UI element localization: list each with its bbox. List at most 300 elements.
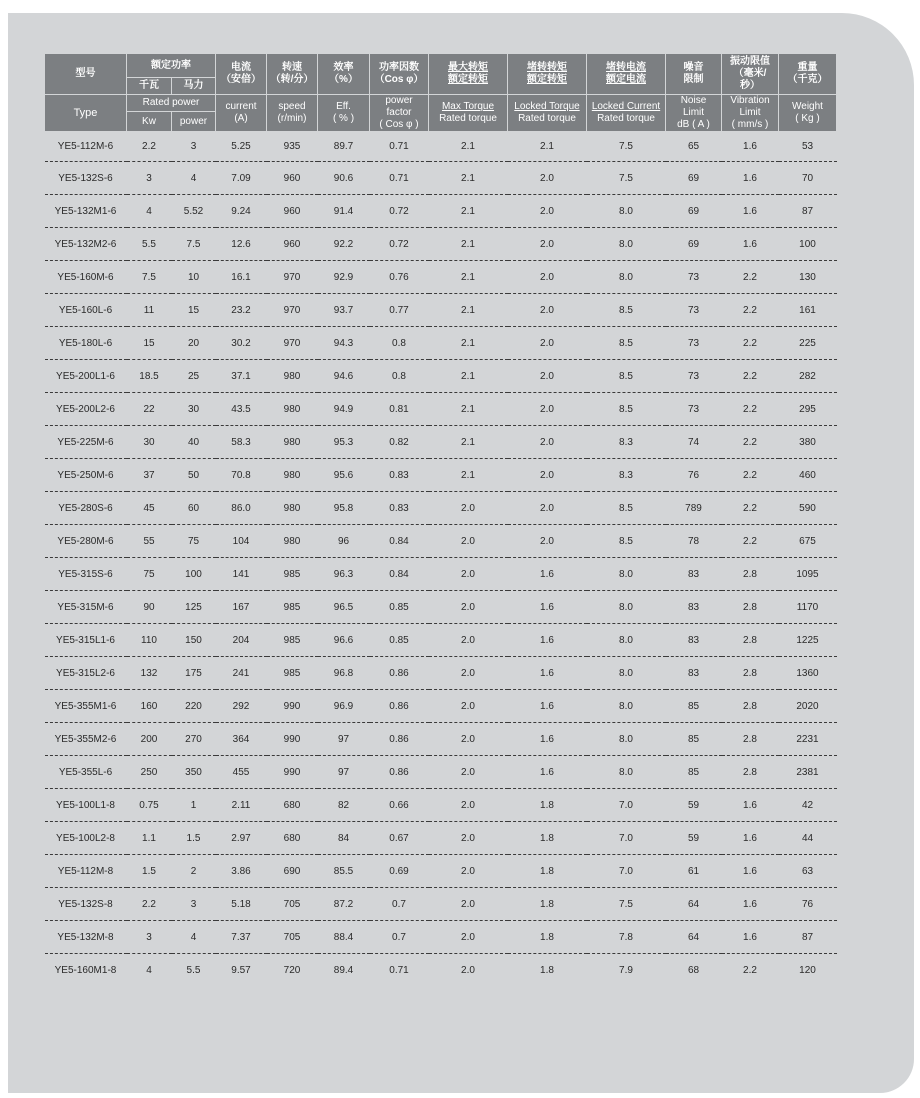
cell-speed: 980 xyxy=(267,492,318,525)
header-eff-en-text: Eff. ( % ) xyxy=(332,101,355,124)
cell-efficiency: 96.5 xyxy=(318,591,370,624)
cell-kw: 90 xyxy=(127,591,172,624)
cell-max-torque-ratio: 2.1 xyxy=(429,132,508,162)
header-locked-current-en-top: Locked Current xyxy=(591,101,661,112)
cell-noise: 69 xyxy=(666,228,722,261)
cell-weight: 1360 xyxy=(779,657,837,690)
cell-noise: 83 xyxy=(666,591,722,624)
cell-locked-torque-ratio: 2.0 xyxy=(508,492,587,525)
cell-locked-current-ratio: 7.5 xyxy=(587,162,666,195)
cell-locked-torque-ratio: 2.0 xyxy=(508,393,587,426)
cell-kw: 7.5 xyxy=(127,261,172,294)
cell-speed: 985 xyxy=(267,558,318,591)
cell-locked-torque-ratio: 1.8 xyxy=(508,789,587,822)
cell-type: YE5-355M2-6 xyxy=(45,723,127,756)
cell-power-factor: 0.86 xyxy=(370,690,429,723)
cell-locked-current-ratio: 8.0 xyxy=(587,657,666,690)
cell-locked-current-ratio: 8.0 xyxy=(587,723,666,756)
cell-efficiency: 94.6 xyxy=(318,360,370,393)
cell-locked-current-ratio: 8.0 xyxy=(587,690,666,723)
cell-max-torque-ratio: 2.1 xyxy=(429,459,508,492)
cell-speed: 720 xyxy=(283,964,301,976)
cell-current: 7.37 xyxy=(216,921,267,954)
table-row xyxy=(45,360,837,393)
cell-speed: 990 xyxy=(267,756,318,789)
cell-weight: 460 xyxy=(779,459,837,492)
cell-speed: 980 xyxy=(267,360,318,393)
cell-hp: 350 xyxy=(172,756,216,789)
cell-current: 2.97 xyxy=(216,822,267,855)
cell-weight: 87 xyxy=(779,921,837,954)
cell-weight: 295 xyxy=(779,393,837,426)
header-current-zh xyxy=(216,54,267,95)
cell-power-factor: 0.84 xyxy=(370,525,429,558)
cell-noise: 85 xyxy=(666,756,722,789)
cell-vibration: 2.2 xyxy=(722,261,779,294)
cell-current: 364 xyxy=(216,723,267,756)
cell-weight: 63 xyxy=(779,855,837,888)
cell-type: YE5-132M-8 xyxy=(45,921,127,954)
cell-power-factor: 0.8 xyxy=(370,327,429,360)
cell-vibration: 1.6 xyxy=(722,921,779,954)
cell-current: 37.1 xyxy=(216,360,267,393)
cell-hp: 75 xyxy=(172,525,216,558)
cell-locked-current-ratio: 8.5 xyxy=(587,525,666,558)
cell-type: YE5-355L-6 xyxy=(45,756,127,789)
cell-locked-torque-ratio: 1.8 xyxy=(508,921,587,954)
cell-kw: 132 xyxy=(127,657,172,690)
cell-max-torque-ratio: 2.0 xyxy=(429,888,508,921)
cell-efficiency: 96.9 xyxy=(318,690,370,723)
cell-type: YE5-315L1-6 xyxy=(45,624,127,657)
cell-noise: 64 xyxy=(666,888,722,921)
cell-current: 16.1 xyxy=(216,261,267,294)
cell-locked-current-ratio: 7.0 xyxy=(587,855,666,888)
cell-efficiency: 92.9 xyxy=(318,261,370,294)
header-vibration-en xyxy=(722,95,779,132)
cell-type: YE5-250M-6 xyxy=(45,459,127,492)
table-row xyxy=(45,624,837,657)
cell-vibration: 2.2 xyxy=(722,525,779,558)
cell-hp: 175 xyxy=(172,657,216,690)
cell-type: YE5-315L2-6 xyxy=(45,657,127,690)
cell-hp: 100 xyxy=(172,558,216,591)
header-speed-zh xyxy=(267,54,318,95)
cell-kw: 2.2 xyxy=(127,888,172,921)
cell-kw: 11 xyxy=(127,294,172,327)
header-vibration-zh-text: 振动限值 （毫米/ 秒） xyxy=(730,56,770,91)
cell-noise: 64 xyxy=(666,921,722,954)
table-row xyxy=(45,591,837,624)
header-locked-current-zh-text: 堵转电流 额定电流 xyxy=(606,62,646,85)
cell-current: 43.5 xyxy=(216,393,267,426)
cell-power-factor: 0.72 xyxy=(370,195,429,228)
cell-speed: 985 xyxy=(267,591,318,624)
cell-locked-torque-ratio: 1.6 xyxy=(508,591,587,624)
cell-type: YE5-100L1-8 xyxy=(45,789,127,822)
header-locked-torque-zh-text: 堵转转矩 额定转矩 xyxy=(527,62,567,85)
cell-current: 30.2 xyxy=(216,327,267,360)
cell-max-torque-ratio: 2.0 xyxy=(429,624,508,657)
table-row xyxy=(45,822,837,855)
table-row xyxy=(45,954,837,987)
header-max-torque-en-top: Max Torque xyxy=(441,101,495,112)
cell-kw: 15 xyxy=(127,327,172,360)
cell-weight: 380 xyxy=(779,426,837,459)
cell-vibration: 2.8 xyxy=(722,723,779,756)
cell-current: 292 xyxy=(216,690,267,723)
header-pf-zh xyxy=(370,54,429,95)
cell-noise: 69 xyxy=(666,162,722,195)
cell-current: 58.3 xyxy=(216,426,267,459)
cell-max-torque-ratio: 2.0 xyxy=(429,822,508,855)
cell-noise: 74 xyxy=(666,426,722,459)
cell-kw: 45 xyxy=(127,492,172,525)
table-row xyxy=(45,426,837,459)
cell-speed: 690 xyxy=(267,855,318,888)
cell-hp: 125 xyxy=(172,591,216,624)
cell-locked-current-ratio: 8.5 xyxy=(587,360,666,393)
cell-weight: 1170 xyxy=(779,591,837,624)
cell-locked-torque-ratio: 2.0 xyxy=(508,426,587,459)
cell-kw: 55 xyxy=(127,525,172,558)
cell-noise: 83 xyxy=(666,624,722,657)
header-eff-zh-text: 效率 （%） xyxy=(329,62,358,85)
cell-max-torque-ratio: 2.0 xyxy=(429,723,508,756)
cell-hp: 270 xyxy=(172,723,216,756)
cell-noise: 83 xyxy=(666,657,722,690)
cell-power-factor: 0.71 xyxy=(389,964,409,976)
cell-vibration: 2.2 xyxy=(722,393,779,426)
cell-kw: 110 xyxy=(127,624,172,657)
cell-power-factor: 0.66 xyxy=(370,789,429,822)
table-row xyxy=(45,558,837,591)
cell-locked-torque-ratio: 2.0 xyxy=(508,228,587,261)
cell-locked-current-ratio: 8.0 xyxy=(587,195,666,228)
cell-kw: 3 xyxy=(127,921,172,954)
cell-current: 241 xyxy=(216,657,267,690)
cell-noise: 85 xyxy=(666,723,722,756)
cell-kw: 30 xyxy=(127,426,172,459)
header-locked-current-en-bottom: Rated torque xyxy=(597,113,655,124)
cell-power-factor: 0.81 xyxy=(370,393,429,426)
header-locked-torque-en-top: Locked Torque xyxy=(514,101,580,112)
cell-weight: 225 xyxy=(779,327,837,360)
cell-locked-current-ratio: 8.0 xyxy=(587,558,666,591)
cell-vibration: 1.6 xyxy=(722,789,779,822)
motor-spec-table xyxy=(44,53,837,986)
cell-noise: 61 xyxy=(666,855,722,888)
cell-locked-current-ratio: 8.0 xyxy=(587,624,666,657)
cell-weight: 282 xyxy=(779,360,837,393)
cell-noise: 65 xyxy=(666,132,722,162)
cell-efficiency: 95.6 xyxy=(318,459,370,492)
cell-speed: 985 xyxy=(267,624,318,657)
cell-efficiency: 88.4 xyxy=(318,921,370,954)
cell-kw: 200 xyxy=(127,723,172,756)
cell-weight: 76 xyxy=(779,888,837,921)
header-pf-en xyxy=(370,95,429,132)
cell-efficiency: 96.6 xyxy=(318,624,370,657)
table-row xyxy=(45,723,837,756)
cell-power-factor: 0.86 xyxy=(370,723,429,756)
header-pf-en-text: power factor ( Cos φ ) xyxy=(379,95,419,130)
cell-hp: 3 xyxy=(172,132,216,162)
cell-noise: 69 xyxy=(666,195,722,228)
cell-vibration: 2.2 xyxy=(722,360,779,393)
cell-type: YE5-315M-6 xyxy=(45,591,127,624)
cell-vibration: 2.2 xyxy=(743,964,757,976)
cell-hp: 1.5 xyxy=(172,822,216,855)
cell-locked-current-ratio: 7.0 xyxy=(587,789,666,822)
header-current-en xyxy=(216,95,267,132)
cell-hp: 10 xyxy=(172,261,216,294)
cell-max-torque-ratio: 2.0 xyxy=(429,921,508,954)
cell-noise: 59 xyxy=(666,822,722,855)
table-row xyxy=(45,657,837,690)
cell-type: YE5-200L2-6 xyxy=(45,393,127,426)
cell-hp: 50 xyxy=(172,459,216,492)
cell-speed: 980 xyxy=(267,393,318,426)
cell-speed: 980 xyxy=(267,426,318,459)
cell-power-factor: 0.76 xyxy=(370,261,429,294)
header-locked-torque-en-bottom: Rated torque xyxy=(518,113,576,124)
cell-vibration: 2.2 xyxy=(722,459,779,492)
header-kw-en: Kw xyxy=(127,112,172,132)
cell-max-torque-ratio: 2.0 xyxy=(429,789,508,822)
cell-kw: 22 xyxy=(127,393,172,426)
cell-speed: 970 xyxy=(267,327,318,360)
cell-locked-torque-ratio: 1.8 xyxy=(508,855,587,888)
cell-noise: 73 xyxy=(666,393,722,426)
header-locked-torque-en xyxy=(508,95,587,132)
header-vibration-zh xyxy=(722,54,779,95)
cell-weight: 161 xyxy=(779,294,837,327)
cell-weight: 2020 xyxy=(779,690,837,723)
cell-speed: 960 xyxy=(267,162,318,195)
cell-efficiency: 89.7 xyxy=(318,132,370,162)
cell-efficiency: 85.5 xyxy=(318,855,370,888)
cell-power-factor: 0.85 xyxy=(370,591,429,624)
cell-max-torque-ratio: 2.1 xyxy=(429,360,508,393)
cell-speed: 970 xyxy=(267,294,318,327)
cell-type: YE5-160L-6 xyxy=(45,294,127,327)
cell-current: 5.25 xyxy=(216,132,267,162)
cell-kw: 5.5 xyxy=(127,228,172,261)
cell-power-factor: 0.8 xyxy=(370,360,429,393)
cell-noise: 78 xyxy=(666,525,722,558)
cell-locked-current-ratio: 8.3 xyxy=(587,459,666,492)
cell-noise: 73 xyxy=(666,327,722,360)
header-max-torque-zh xyxy=(429,54,508,95)
cell-power-factor: 0.84 xyxy=(370,558,429,591)
header-noise-zh-text: 噪音 限制 xyxy=(683,62,704,85)
cell-current: 2.11 xyxy=(216,789,267,822)
cell-power-factor: 0.71 xyxy=(370,132,429,162)
cell-type: YE5-200L1-6 xyxy=(45,360,127,393)
cell-locked-torque-ratio: 2.0 xyxy=(508,459,587,492)
cell-type: YE5-132M1-6 xyxy=(45,195,127,228)
table-row xyxy=(45,690,837,723)
cell-locked-torque-ratio: 2.0 xyxy=(508,360,587,393)
cell-max-torque-ratio: 2.1 xyxy=(429,162,508,195)
cell-locked-torque-ratio: 2.0 xyxy=(508,294,587,327)
cell-kw: 2.2 xyxy=(127,132,172,162)
cell-noise: 73 xyxy=(666,360,722,393)
cell-locked-current-ratio: 7.0 xyxy=(587,822,666,855)
cell-efficiency: 95.3 xyxy=(318,426,370,459)
header-speed-en xyxy=(267,95,318,132)
cell-max-torque-ratio: 2.0 xyxy=(429,756,508,789)
cell-weight: 130 xyxy=(779,261,837,294)
cell-weight: 42 xyxy=(779,789,837,822)
cell-hp: 3 xyxy=(172,888,216,921)
cell-power-factor: 0.77 xyxy=(370,294,429,327)
cell-locked-torque-ratio: 1.6 xyxy=(508,657,587,690)
table-row xyxy=(45,756,837,789)
table-row xyxy=(45,459,837,492)
cell-power-factor: 0.71 xyxy=(370,162,429,195)
header-rated-power-zh: 额定功率 xyxy=(127,54,216,78)
header-max-torque-en-bottom: Rated torque xyxy=(439,113,497,124)
cell-hp: 1 xyxy=(172,789,216,822)
cell-hp: 5.52 xyxy=(172,195,216,228)
cell-kw: 1.1 xyxy=(127,822,172,855)
cell-power-factor: 0.82 xyxy=(370,426,429,459)
cell-locked-torque-ratio: 1.8 xyxy=(540,964,554,976)
cell-locked-torque-ratio: 2.0 xyxy=(508,162,587,195)
cell-power-factor: 0.83 xyxy=(370,492,429,525)
table-row xyxy=(45,525,837,558)
cell-speed: 680 xyxy=(267,789,318,822)
cell-kw: 1.5 xyxy=(127,855,172,888)
cell-weight: 2381 xyxy=(779,756,837,789)
cell-max-torque-ratio: 2.0 xyxy=(429,591,508,624)
header-locked-current-en xyxy=(587,95,666,132)
cell-locked-current-ratio: 8.5 xyxy=(587,393,666,426)
cell-max-torque-ratio: 2.1 xyxy=(429,327,508,360)
cell-hp: 30 xyxy=(172,393,216,426)
cell-noise: 85 xyxy=(666,690,722,723)
cell-vibration: 2.8 xyxy=(722,558,779,591)
cell-type: YE5-100L2-8 xyxy=(45,822,127,855)
cell-speed: 935 xyxy=(267,132,318,162)
cell-weight: 53 xyxy=(779,132,837,162)
header-speed-en-text: speed (r/min) xyxy=(277,101,307,124)
cell-current: 455 xyxy=(216,756,267,789)
cell-locked-torque-ratio: 1.6 xyxy=(508,756,587,789)
cell-speed: 705 xyxy=(267,921,318,954)
cell-vibration: 1.6 xyxy=(722,132,779,162)
cell-vibration: 1.6 xyxy=(722,888,779,921)
table-row xyxy=(45,261,837,294)
cell-power-factor: 0.85 xyxy=(370,624,429,657)
cell-locked-torque-ratio: 2.0 xyxy=(508,195,587,228)
cell-current: 167 xyxy=(216,591,267,624)
cell-noise: 68 xyxy=(687,964,700,976)
cell-kw: 3 xyxy=(127,162,172,195)
cell-speed: 680 xyxy=(267,822,318,855)
header-weight-en xyxy=(779,95,837,132)
cell-efficiency: 84 xyxy=(318,822,370,855)
cell-current: 3.86 xyxy=(216,855,267,888)
cell-efficiency: 92.2 xyxy=(318,228,370,261)
cell-max-torque-ratio: 2.0 xyxy=(461,964,475,976)
header-type-en: Type xyxy=(45,95,127,132)
cell-current: 12.6 xyxy=(216,228,267,261)
table-row xyxy=(45,921,837,954)
table-row xyxy=(45,195,837,228)
cell-max-torque-ratio: 2.0 xyxy=(429,855,508,888)
table-row xyxy=(45,228,837,261)
table-row xyxy=(45,888,837,921)
cell-vibration: 1.6 xyxy=(722,195,779,228)
cell-kw: 0.75 xyxy=(127,789,172,822)
cell-type: YE5-355M1-6 xyxy=(45,690,127,723)
table-row xyxy=(45,789,837,822)
cell-kw: 75 xyxy=(127,558,172,591)
cell-hp: 15 xyxy=(172,294,216,327)
cell-weight: 2231 xyxy=(779,723,837,756)
cell-vibration: 2.2 xyxy=(722,492,779,525)
cell-max-torque-ratio: 2.0 xyxy=(429,492,508,525)
cell-hp: 4 xyxy=(172,162,216,195)
cell-locked-torque-ratio: 2.0 xyxy=(508,327,587,360)
cell-locked-current-ratio: 7.5 xyxy=(587,888,666,921)
cell-weight: 44 xyxy=(779,822,837,855)
cell-locked-torque-ratio: 1.8 xyxy=(508,888,587,921)
cell-speed: 980 xyxy=(267,459,318,492)
cell-efficiency: 96 xyxy=(318,525,370,558)
cell-hp: 25 xyxy=(172,360,216,393)
cell-hp: 2 xyxy=(172,855,216,888)
cell-weight: 70 xyxy=(779,162,837,195)
cell-speed: 970 xyxy=(267,261,318,294)
header-current-zh-text: 电流 （安倍） xyxy=(221,62,261,85)
cell-power-factor: 0.69 xyxy=(370,855,429,888)
cell-type: YE5-280M-6 xyxy=(45,525,127,558)
header-hp-en: power xyxy=(172,112,216,132)
spec-table-body xyxy=(45,132,837,987)
cell-hp: 150 xyxy=(172,624,216,657)
cell-noise: 59 xyxy=(666,789,722,822)
cell-locked-current-ratio: 8.0 xyxy=(587,261,666,294)
table-row xyxy=(45,294,837,327)
cell-current: 9.57 xyxy=(231,964,251,976)
cell-locked-current-ratio: 8.5 xyxy=(587,492,666,525)
table-row xyxy=(45,855,837,888)
header-weight-zh-text: 重量 （千克） xyxy=(787,62,828,85)
cell-current: 86.0 xyxy=(216,492,267,525)
cell-power-factor: 0.7 xyxy=(370,888,429,921)
cell-efficiency: 90.6 xyxy=(318,162,370,195)
cell-type: YE5-132S-6 xyxy=(45,162,127,195)
cell-efficiency: 94.3 xyxy=(318,327,370,360)
cell-locked-torque-ratio: 1.6 xyxy=(508,624,587,657)
cell-speed: 960 xyxy=(267,195,318,228)
cell-kw: 160 xyxy=(127,690,172,723)
cell-locked-current-ratio: 7.5 xyxy=(587,132,666,162)
cell-efficiency: 97 xyxy=(318,756,370,789)
cell-current: 104 xyxy=(216,525,267,558)
cell-current: 7.09 xyxy=(216,162,267,195)
header-max-torque-zh-text: 最大转矩 额定转矩 xyxy=(448,62,488,85)
cell-type: YE5-160M-6 xyxy=(45,261,127,294)
cell-locked-torque-ratio: 2.0 xyxy=(508,261,587,294)
cell-locked-current-ratio: 7.8 xyxy=(587,921,666,954)
cell-max-torque-ratio: 2.0 xyxy=(429,657,508,690)
cell-current: 23.2 xyxy=(216,294,267,327)
